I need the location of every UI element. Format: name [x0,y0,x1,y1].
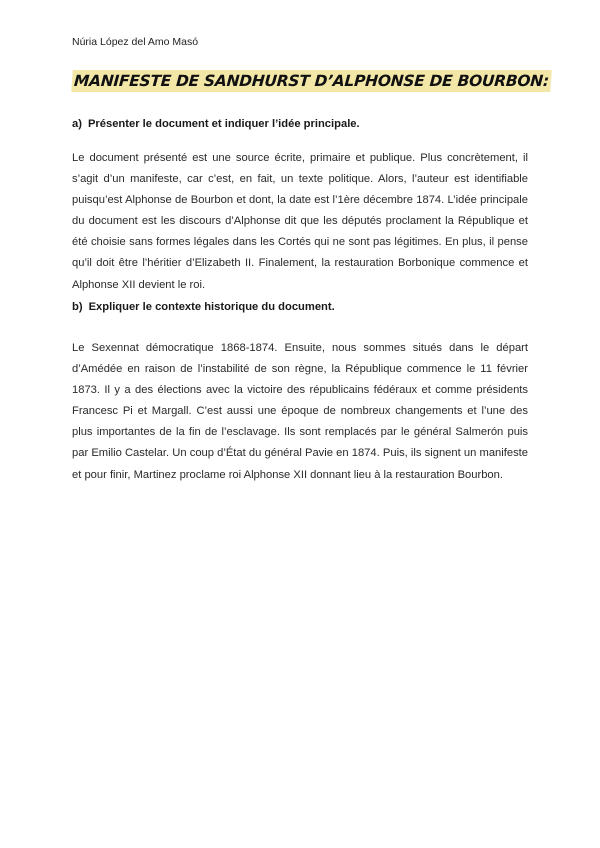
section-b-paragraph: Le Sexennat démocratique 1868-1874. Ensuite, nous sommes situés dans le départ d’Amédée en raison de l’instabilité de son règne, la République commence le 11 février 1873. Il y a des élections avec la victoire des républicains fédéraux et comme présidents Francesc Pi et Margall. C’est aussi une époque de nombreux changements et l’une des plus importantes de la fin de l’esclavage. Ils sont remplacés par le général Salmerón puis par Emilio Castelar. Un coup d’État du général Pavie en 1874. Puis, ils signent un manifeste et pour finir, Martinez proclame roi Alphonse XII donnant lieu à la restauration Bourbon. [72,342,528,481]
section-b-heading [72,301,335,313]
section-a-marker: a) [72,118,82,130]
author-name: Núria López del Amo Masó [72,36,199,48]
section-a-paragraph: Le document présenté est une source écrite, primaire et publique. Plus concrètement, il s’agit d’un manifeste, car c’est, en fait, un texte politique. Alors, l’auteur est identifiable puisqu’est Alphonse de Bourbon et dont, la date est l’1ère décembre 1874. L’idée principale du document est les discours d’Alphonse dit que les députés proclament la République et été choisie sans formes légales dans les Cortés qui ne sont pas légitimes. En plus, il pense qu’il doit être l’héritier d’Elizabeth II. Finalement, la restauration Borbonique commence et Alphonse XII devient le roi. [72,152,528,291]
section-b-heading-text: Expliquer le contexte historique du document. [88,301,335,313]
page-title: MANIFESTE DE SANDHURST D’ALPHONSE DE BOURBON: [71,70,551,92]
title-wrap [72,70,550,92]
section-a-heading-text: Présenter le document et indiquer l’idée principale. [87,118,360,130]
section-b-marker: b) [72,301,83,313]
section-a-heading [72,118,360,130]
